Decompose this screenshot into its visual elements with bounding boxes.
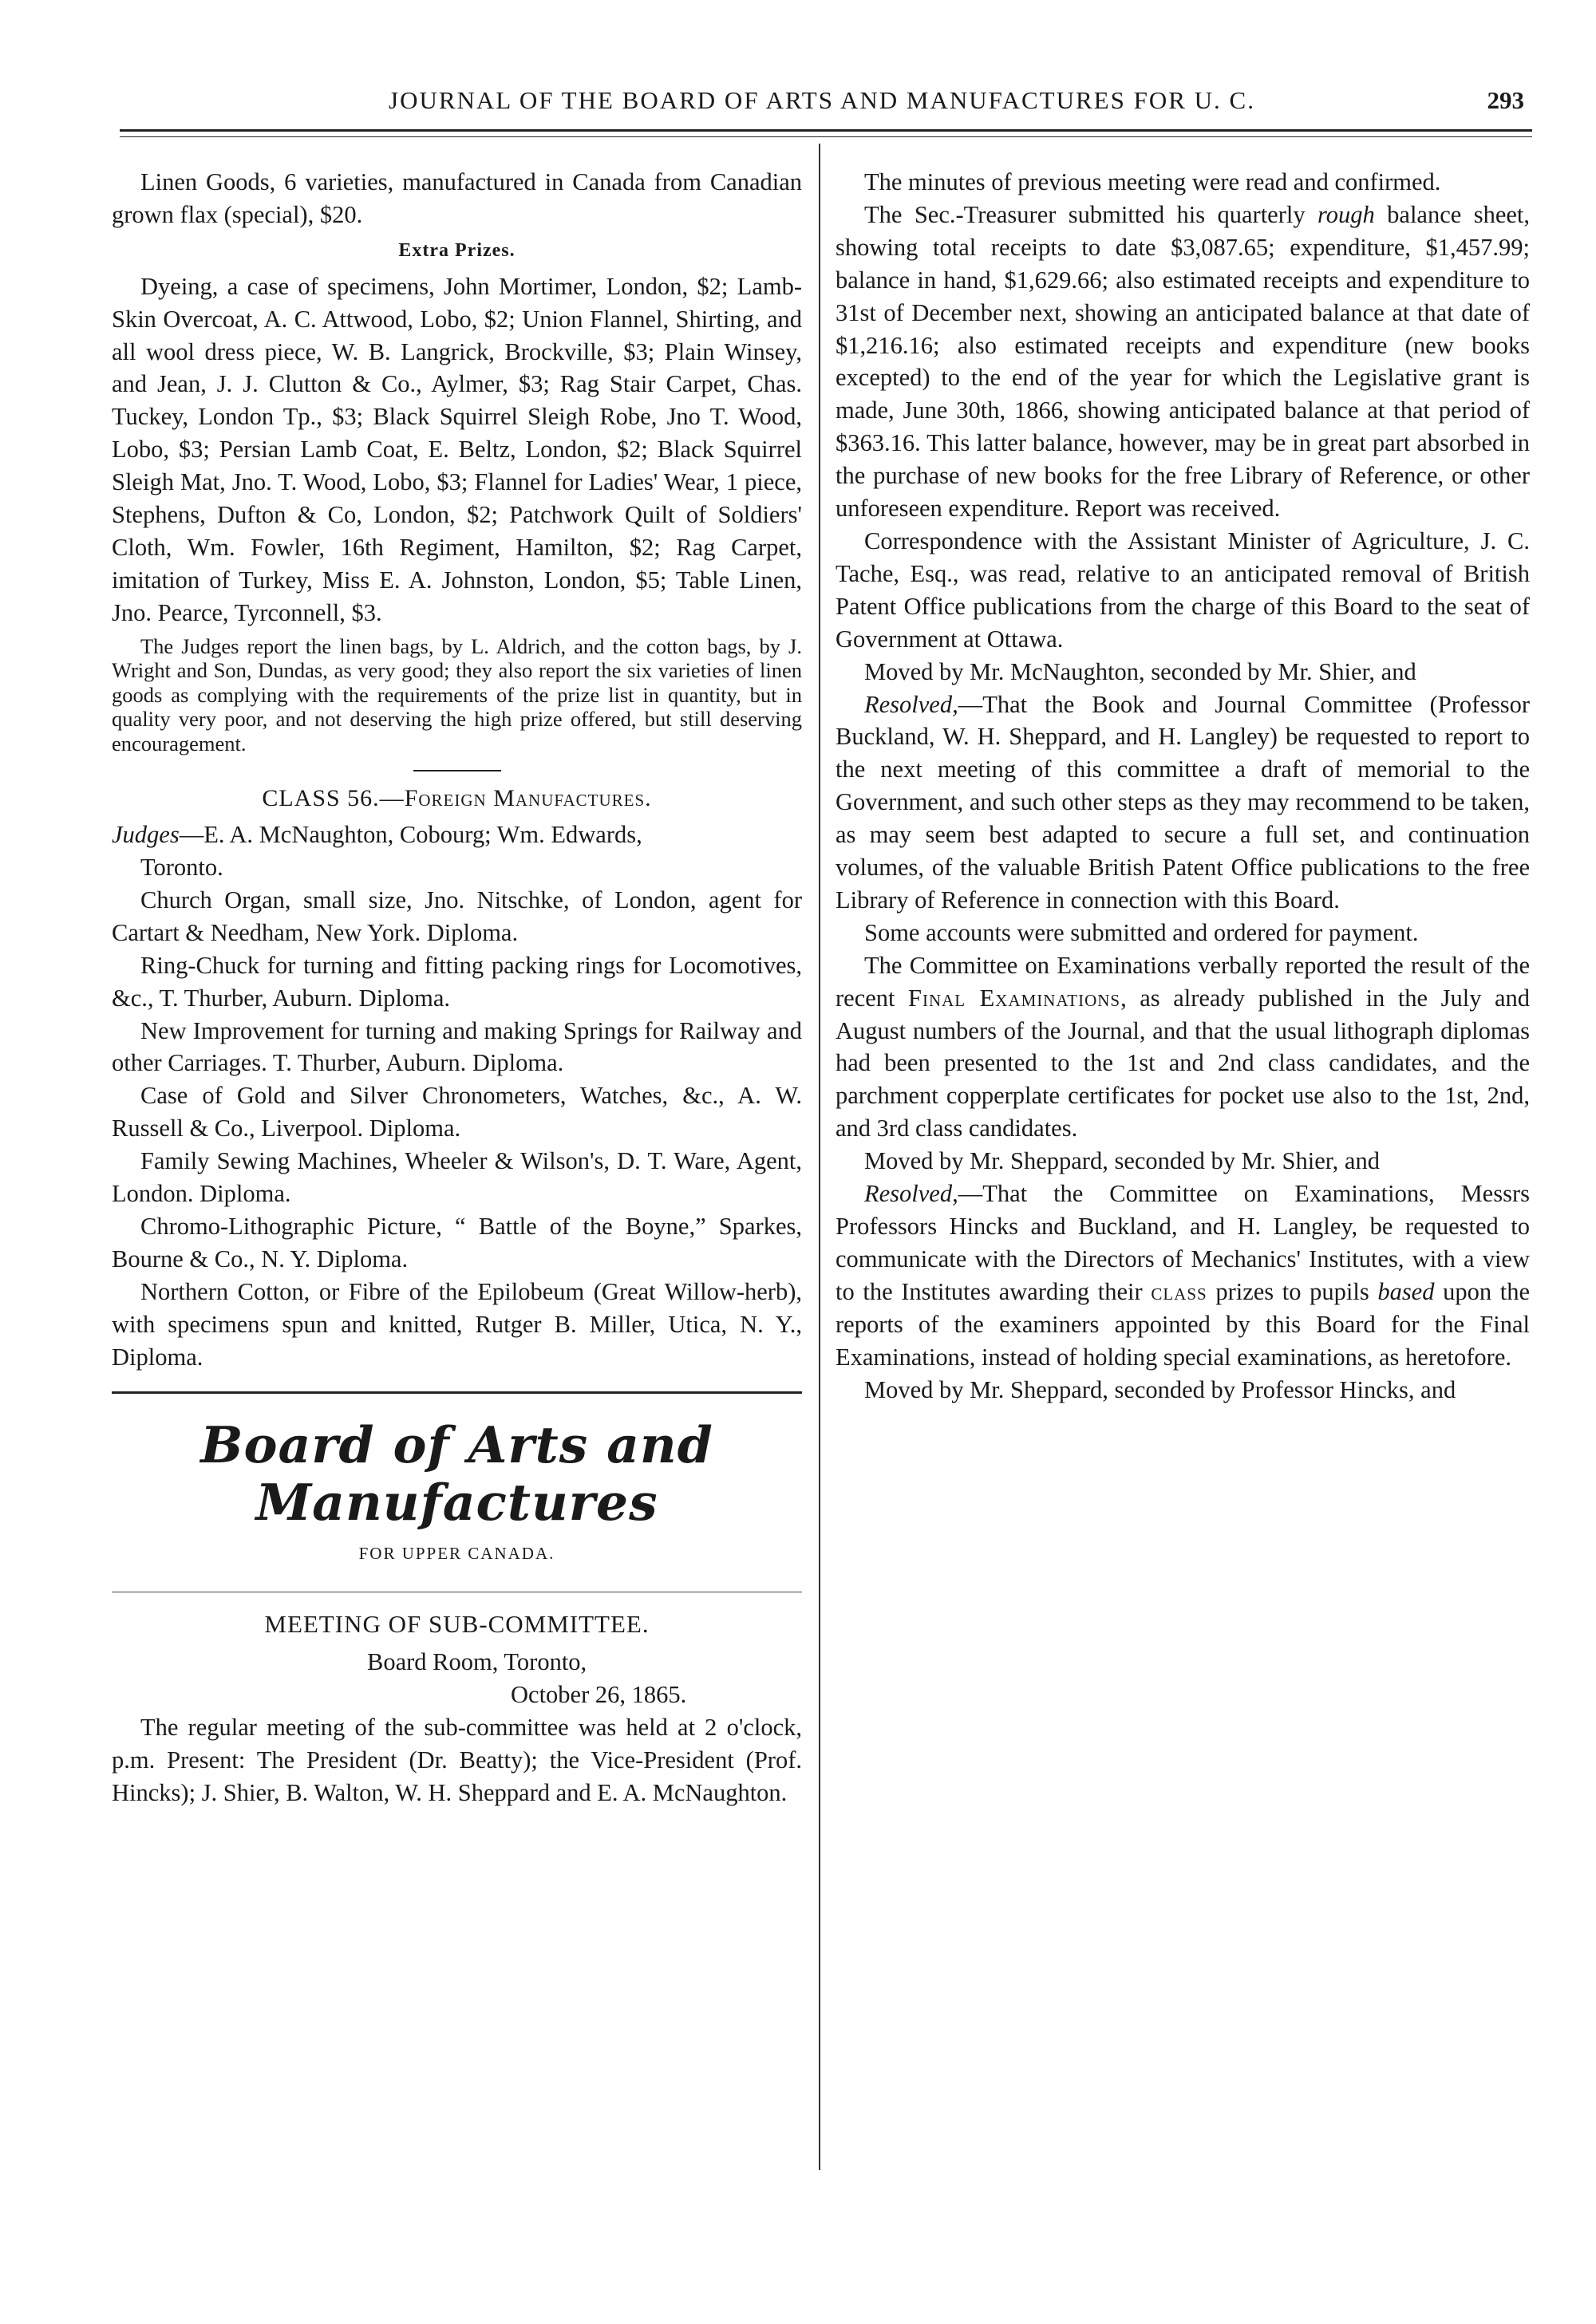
class-56-heading <box>112 783 802 815</box>
class-number: CLASS 56.— <box>262 785 405 812</box>
entry-northern-cotton: Northern Cotton, or Fibre of the Epilobeum (Great Willow-herb), with specimens spun and knitted, Rutger B. Miller, Utica, N. Y., Diploma. <box>112 1277 802 1371</box>
class-name: Foreign Manufactures. <box>404 785 652 812</box>
judges-report-paragraph: The Judges report the linen bags, by L. Aldrich, and the cotton bags, by J. Wright and Son, Dundas, as very good; they also report the six varieties of linen goods as complying with the requirements of the prize list in quantity, but in quality very poor, and not deserving the high prize offered, but still deserving encouragement. <box>112 633 802 756</box>
right-column <box>836 166 1530 1406</box>
resolved-label: Resolved, <box>864 690 958 718</box>
left-column <box>112 166 802 1809</box>
treasurer-text-b: balance sheet, showing total receipts to date $3,087.65; expenditure, $1,457.99; balance in hand, $1,629.66; also estimated receipts and expenditure to 31st of December next, showing an anticipated balance at that date of $1,216.16; also estimated receipts and expenditure (new books excepted) to the end of the year for which the Legislative grant is made, June 30th, 1866, showing anticipated balance at that period of $363.16. This latter balance, however, may be in great part absorbed in the purchase of new books for the free Library of Reference, or other unforeseen expenditure. Report was received. <box>836 200 1530 523</box>
judges-line <box>112 819 802 851</box>
running-head <box>104 86 1540 126</box>
page-number: 293 <box>1487 86 1524 114</box>
meeting-paragraph: The regular meeting of the sub-committee was held at 2 o'clock, p.m. Present: The President (Dr. Beatty); the Vice-President (Prof. Hincks); J. Shier, B. Walton, W. H. Sheppard and E. A. McNaughton. <box>112 1714 802 1806</box>
examinations-text-a: The Committee on Examinations verbally reported the result of the recent <box>836 951 1530 1012</box>
entry-sewing-machines: Family Sewing Machines, Wheeler & Wilson's, D. T. Ware, Agent, London. Diploma. <box>112 1147 802 1208</box>
resolution-1-text: —That the Book and Journal Committee (Professor Buckland, W. H. Sheppard, and H. Langley) be requested to report to the next meeting of this committee a draft of memorial to the Government, and such other steps as they may recommend to be taken, as may seem best adapted to secure a full set, and continuation volumes, of the valuable British Patent Office publications to the free Library of Reference in connection with this Board. <box>836 690 1530 913</box>
moved-sheppard-paragraph: Moved by Mr. Sheppard, seconded by Mr. Shier, and <box>864 1147 1380 1175</box>
examinations-text-b: , as already published in the July and August numbers of the Journal, and that the usual lithograph diplomas had been presented to the 1st and 2nd class candidates, and the parchment copperplate certificates for pocket use also to the 1st, 2nd, and 3rd class candidates. <box>836 984 1531 1142</box>
rough-word: rough <box>1317 200 1375 228</box>
extra-prizes-heading: Extra Prizes. <box>398 239 516 261</box>
column-divider <box>819 144 820 2170</box>
extra-prizes-paragraph: Dyeing, a case of specimens, John Mortimer, London, $2; Lamb-Skin Overcoat, A. C. Attwood, Lobo, $2; Union Flannel, Shirting, and all wool dress piece, W. B. Langrick, Brockville, $3; Plain Winsey, and Jean, J. J. Clutton & Co., Aylmer, $3; Rag Stair Carpet, Chas. Tuckey, London Tp., $3; Black Squirrel Sleigh Robe, Jno T. Wood, Lobo, $3; Persian Lamb Coat, E. Beltz, London, $2; Black Squirrel Sleigh Mat, Jno. T. Wood, Lobo, $3; Flannel for Ladies' Wear, 1 piece, Stephens, Dufton & Co, London, $2; Patchwork Quilt of Soldiers' Cloth, Wm. Fowler, 16th Regiment, Hamilton, $2; Rag Carpet, imitation of Turkey, Miss E. A. Johnston, London, $5; Table Linen, Jno. Pearce, Tyrconnell, $3. <box>112 272 802 626</box>
resolution-2-text-c: upon the reports of the examiners appointed by this Board for the Final Examinations, instead of holding special examinations, as heretofore. <box>836 1277 1530 1371</box>
moved-mcnaughton-paragraph: Moved by Mr. McNaughton, seconded by Mr. Shier, and <box>864 657 1416 685</box>
accounts-paragraph: Some accounts were submitted and ordered for payment. <box>864 918 1419 946</box>
journal-title: JOURNAL OF THE BOARD OF ARTS AND MANUFACTURES FOR U. C. <box>389 86 1255 114</box>
section-rule <box>413 770 501 771</box>
moved-sheppard-hincks-paragraph: Moved by Mr. Sheppard, seconded by Professor Hincks, and <box>864 1375 1456 1403</box>
board-section-rule <box>112 1391 802 1394</box>
resolution-1-paragraph <box>836 689 1530 917</box>
entry-chromo-lithograph: Chromo-Lithographic Picture, “ Battle of the Boyne,” Sparkes, Bourne & Co., N. Y. Diploma. <box>112 1212 802 1272</box>
entry-springs: New Improvement for turning and making Springs for Railway and other Carriages. T. Thurber, Auburn. Diploma. <box>112 1016 802 1077</box>
meeting-title: MEETING OF SUB-COMMITTEE. <box>264 1610 650 1639</box>
treasurer-paragraph <box>836 199 1530 525</box>
entry-ring-chuck: Ring-Chuck for turning and fitting packing rings for Locomotives, &c., T. Thurber, Auburn. Diploma. <box>112 951 802 1012</box>
board-title: Board of Arts and Manufactures <box>200 1415 713 1532</box>
resolved-label-2: Resolved, <box>864 1180 958 1208</box>
judges-names: —E. A. McNaughton, Cobourg; Wm. Edwards, <box>179 821 642 849</box>
treasurer-text-a: The Sec.-Treasurer submitted his quarterly <box>864 200 1318 228</box>
entry-chronometers: Case of Gold and Silver Chronometers, Watches, &c., A. W. Russell & Co., Liverpool. Diploma. <box>112 1082 802 1142</box>
judges-continuation: Toronto. <box>140 854 223 881</box>
based-word: based <box>1377 1277 1435 1305</box>
class-word: class <box>1151 1277 1207 1305</box>
meeting-place: Board Room, Toronto, <box>367 1648 587 1676</box>
header-rule <box>120 129 1532 137</box>
minutes-paragraph: The minutes of previous meeting were read and confirmed. <box>864 168 1441 195</box>
judges-label: Judges <box>112 821 180 849</box>
meeting-date: October 26, 1865. <box>511 1681 687 1709</box>
examinations-paragraph <box>836 949 1530 1145</box>
resolution-2-text-b: prizes to pupils <box>1207 1277 1378 1305</box>
linen-goods-paragraph: Linen Goods, 6 varieties, manufactured in Canada from Canadian grown flax (special), $20. <box>112 168 802 228</box>
resolution-2-paragraph <box>836 1178 1530 1373</box>
judges-report-block <box>112 634 802 756</box>
final-examinations: Final Examinations <box>908 984 1121 1012</box>
board-subtitle: FOR UPPER CANADA. <box>358 1543 555 1563</box>
resolution-2-text-a: —That the Committee on Examinations, Messrs Professors Hincks and Buckland, and H. Langley, be requested to communicate with the Directors of Mechanics' Institutes, with a view to the Institutes awarding their <box>836 1180 1530 1305</box>
correspondence-paragraph: Correspondence with the Assistant Minister of Agriculture, J. C. Tache, Esq., was read, relative to an anticipated removal of British Patent Office publications from the charge of this Board to the seat of Government at Ottawa. <box>836 527 1530 653</box>
entry-church-organ: Church Organ, small size, Jno. Nitschke, of London, agent for Cartart & Needham, New York. Diploma. <box>112 886 802 946</box>
